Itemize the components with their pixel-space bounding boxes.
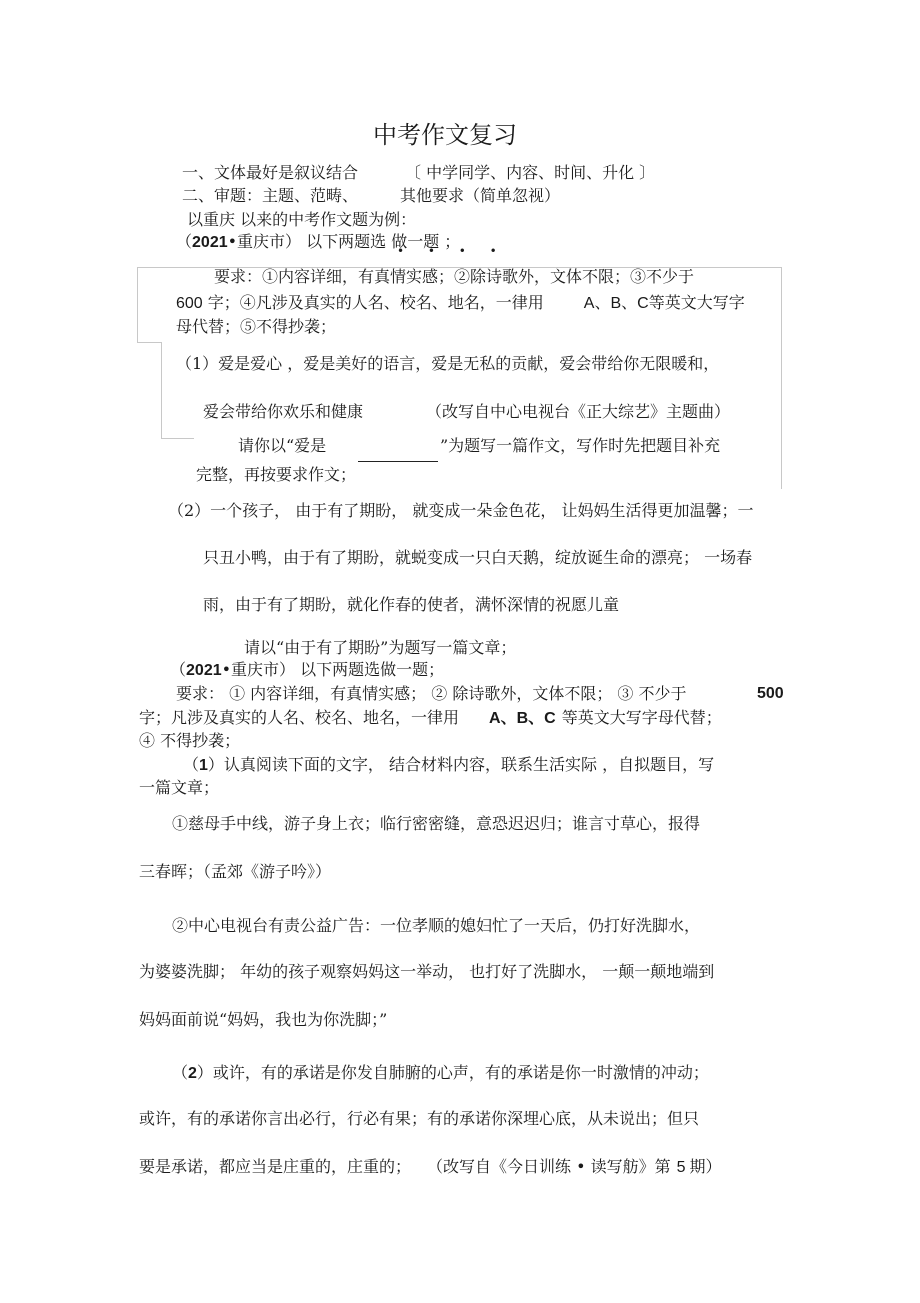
frame-left-lower <box>161 342 162 438</box>
exam2-q2-line3-a: 要是承诺，都应当是庄重的，庄重的； <box>139 1157 412 1176</box>
exam2-req-abc: A、B、C <box>489 710 556 727</box>
exam1-q1-line2: 爱会带给你欢乐和健康 <box>203 402 364 421</box>
frame-left-upper <box>137 267 138 342</box>
exam2-city: •重庆市） 以下两题选做一题； <box>221 660 445 679</box>
emphasis-dots: • • • • <box>397 244 507 258</box>
exam1-q1-prompt-c: 完整，再按要求作文； <box>196 465 357 484</box>
outline-intro: 以重庆 以来的中考作文题为例： <box>187 210 417 229</box>
exam2-req-line2-b: 等英文大写字母代替； <box>561 708 722 727</box>
material-2-line2: 为婆婆洗脚； 年幼的孩子观察妈妈这一举动， 也打好了洗脚水， 一颠一颠地端到 <box>139 962 715 981</box>
exam1-q1-line1: （1）爱是爱心 ，爱是美好的语言，爱是无私的贡献，爱会带给你无限暖和， <box>176 354 720 373</box>
exam1-req-line1: 要求：①内容详细，有真情实感；②除诗歌外，文体不限；③不少于 <box>214 267 695 286</box>
exam2-q2-line2: 或许，有的承诺你言出必行，行必有果；有的承诺你深埋心底，从未说出；但只 <box>139 1109 700 1128</box>
exam2-q1-text: ）认真阅读下面的文字， 结合材料内容，联系生活实际 ，自拟题目，写 <box>207 755 715 774</box>
exam1-q2-line2: 只丑小鸭，由于有了期盼，就蜕变成一只白天鹅，绽放诞生命的漂亮； 一场春 <box>203 548 753 567</box>
outline-item-2-note: 其他要求（简单忽视） <box>400 186 561 205</box>
exam1-q1-source: （改写自中心电视台《正大综艺》主题曲） <box>426 402 731 421</box>
exam2-year: 2021 <box>186 662 222 679</box>
exam2-header <box>170 660 444 680</box>
material-2-line3: 妈妈面前说“妈妈，我也为你洗脚；” <box>139 1010 388 1029</box>
frame-right <box>781 267 782 489</box>
exam2-q1-line1 <box>183 755 714 775</box>
exam2-q2-line1 <box>172 1063 709 1083</box>
exam2-q1-num: 1 <box>199 757 208 774</box>
exam2-q2-line3-c: 期） <box>689 1157 722 1176</box>
frame-step <box>137 342 161 343</box>
blank-line <box>358 461 438 462</box>
exam2-q2-line3 <box>139 1157 722 1177</box>
material-1-line1: ①慈母手中线，游子身上衣；临行密密缝，意恐迟迟归；谁言寸草心，报得 <box>172 814 701 833</box>
exam2-req-num: 500 <box>757 685 784 702</box>
exam2-req-line2-a: 字；凡涉及真实的人名、校名、地名，一律用 <box>139 708 460 727</box>
exam1-req-line3: 母代替；⑤不得抄袭； <box>176 317 337 336</box>
exam2-q1-line2: 一篇文章； <box>139 778 220 797</box>
exam2-q2-text: ）或许，有的承诺是你发自肺腑的心声，有的承诺是你一时激情的冲动； <box>196 1063 709 1082</box>
exam1-q2-prompt: 请以“由于有了期盼”为题写一篇文章； <box>244 638 517 657</box>
exam1-header-open: （ <box>176 232 193 251</box>
exam1-city: •重庆市） 以下两题选 做一题 ； <box>227 232 461 251</box>
exam1-year: 2021 <box>192 234 228 251</box>
frame-bottom-step <box>161 438 194 439</box>
exam2-q1-open: （ <box>183 755 200 774</box>
exam1-q1-prompt-b: ”为题写一篇作文，写作时先把题目补充 <box>440 436 721 455</box>
material-2-line1: ②中心电视台有责公益广告：一位孝顺的媳妇忙了一天后，仍打好洗脚水， <box>172 916 701 935</box>
exam2-req-line1: 要求： ① 内容详细，有真情实感； ② 除诗歌外，文体不限； ③ 不少于 <box>176 684 687 703</box>
exam1-req-line2-a: 字；④凡涉及真实的人名、校名、地名，一律用 <box>202 293 544 312</box>
exam1-req-line2-b: 等英文大写字 <box>648 293 745 312</box>
exam1-req-line2 <box>176 293 745 313</box>
exam1-req-abc: A、B、C <box>583 295 649 312</box>
exam2-header-open: （ <box>170 660 187 679</box>
exam2-q2-num: 2 <box>188 1065 197 1082</box>
exam1-q1-prompt-a: 请你以“爱是 <box>238 436 327 455</box>
exam2-q2-issue-num: 5 <box>676 1159 686 1176</box>
exam2-req-line3: ④ 不得抄袭； <box>139 731 241 750</box>
outline-item-1-note: 〔 中学同学、内容、时间、升化 〕 <box>405 163 656 182</box>
material-1-line2: 三春晖；（孟郊《游子吟》） <box>139 862 332 881</box>
exam2-q2-open: （ <box>172 1063 189 1082</box>
exam1-q2-line3: 雨，由于有了期盼，就化作春的使者，满怀深情的祝愿儿童 <box>203 595 620 614</box>
exam1-req-num: 600 <box>176 295 203 312</box>
exam1-q2-line1: （2）一个孩子， 由于有了期盼， 就变成一朵金色花， 让妈妈生活得更加温馨；一 <box>168 501 754 520</box>
exam2-req-line2 <box>139 708 722 728</box>
outline-item-1: 一、文体最好是叙议结合 <box>182 163 359 182</box>
page-title: 中考作文复习 <box>373 121 517 149</box>
outline-item-2: 二、审题：主题、范畴、 <box>182 186 359 205</box>
exam2-q2-line3-b: （改写自《今日训练 • 读写舫》第 <box>427 1157 671 1176</box>
